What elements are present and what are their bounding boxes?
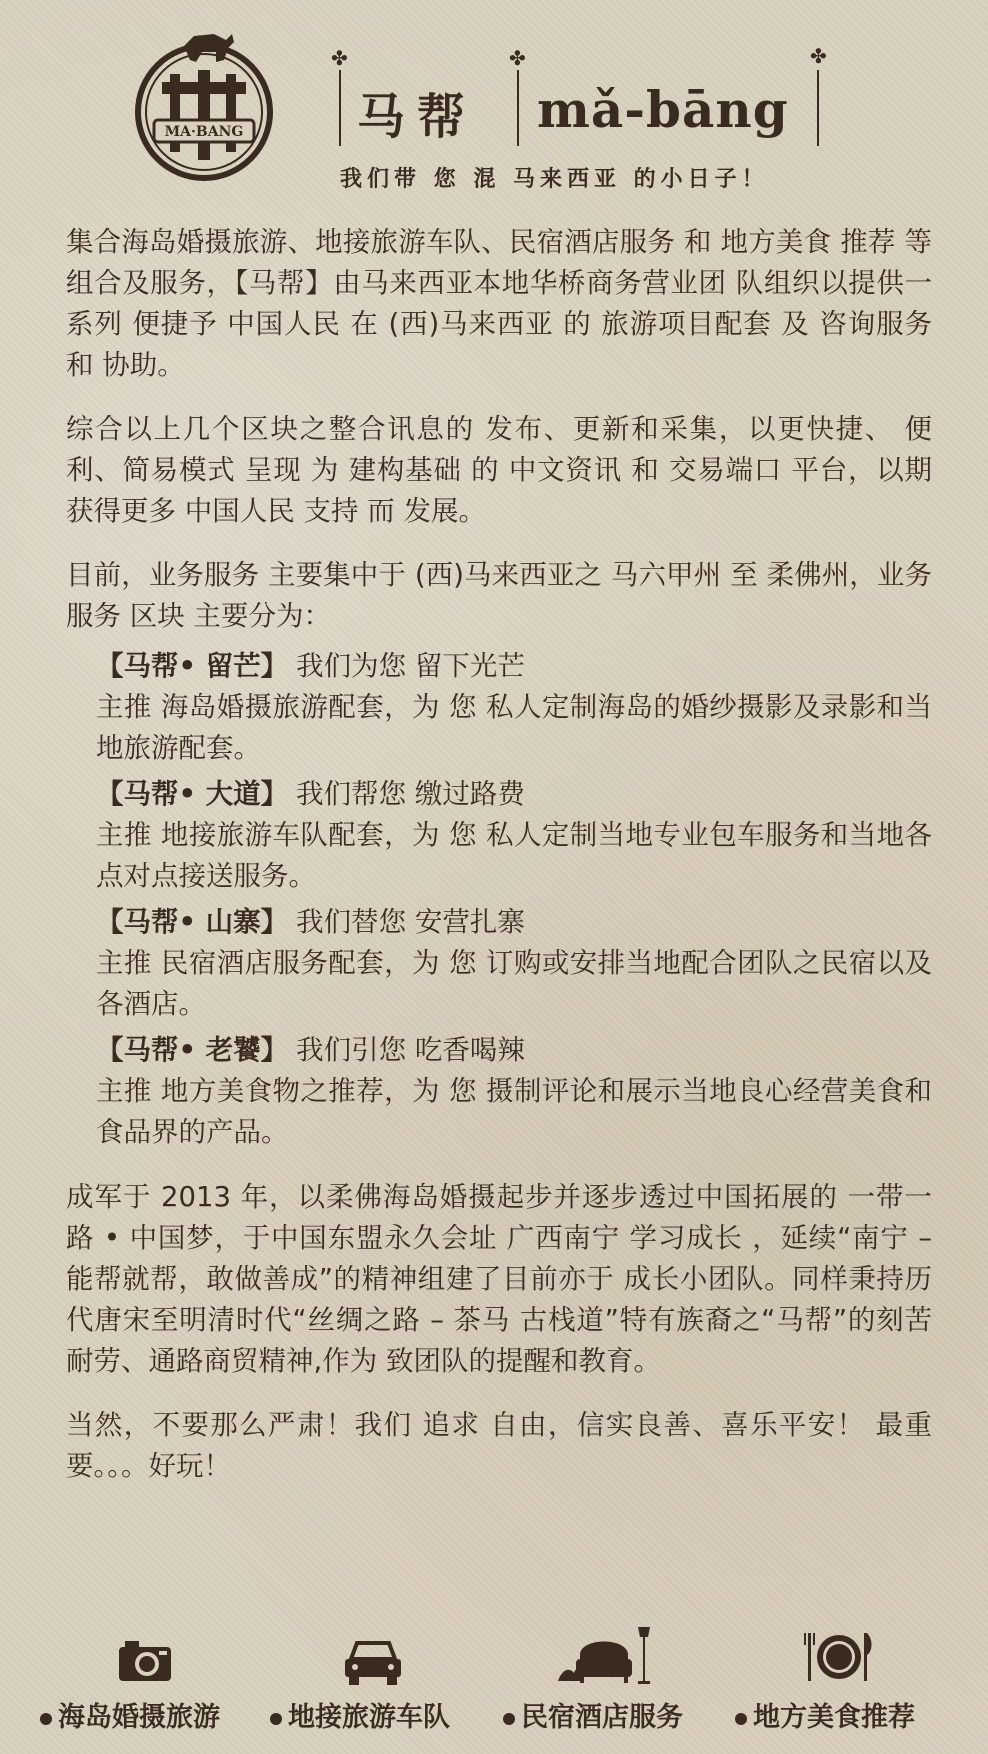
clover-icon: ✤ xyxy=(331,46,348,70)
main-content xyxy=(66,222,932,1510)
brand-name-cn: 马帮 xyxy=(357,89,478,145)
service-description: 主推 海岛婚摄旅游配套，为 您 私人定制海岛的婚纱摄影及录影和当地旅游配套。 xyxy=(96,691,932,764)
footer-item-food: 地方美食推荐 xyxy=(735,1695,915,1734)
sofa-lamp-icon xyxy=(556,1625,656,1687)
service-item xyxy=(96,902,932,1025)
service-description: 主推 民宿酒店服务配套，为 您 订购或安排当地配合团队之民宿以及各酒店。 xyxy=(96,947,932,1020)
plate-cutlery-icon xyxy=(803,1631,875,1683)
intro-paragraph: 综合以上几个区块之整合讯息的 发布、更新和采集，以更快捷、 便利、简易模式 呈现 为 建构基础 的 中文资讯 和 交易端口 平台，以期 获得更多 中国人民 支持 而 发展。 xyxy=(66,413,932,527)
slogan: 我们带 您 混 马来西亚 的小日子！ xyxy=(340,166,769,192)
footer-item-hotel: 民宿酒店服务 xyxy=(503,1695,683,1734)
intro-paragraph: 目前，业务服务 主要集中于 (西)马来西亚之 马六甲州 至 柔佛州，业务服务 区块 主要分为： xyxy=(66,559,932,632)
service-tag: 【马帮• 大道】 xyxy=(96,778,289,810)
history-paragraph: 成军于 2013 年，以柔佛海岛婚摄起步并逐步透过中国拓展的 一带一路 • 中国梦，于中国东盟永久会址 广西南宁 学习成长 ，延续“南宁 – 能帮就帮，敢做善成”的精神组建了目前亦于 成长小团队。同样秉持历代唐宋至明清时代“丝绸之路 – 茶马 古栈道”特有族裔之“马帮”的刻苦耐劳、通路商贸精神,作为 致团队的提醒和教育。 xyxy=(66,1181,932,1377)
camera-icon xyxy=(117,1637,173,1685)
service-description: 主推 地方美食物之推荐，为 您 摄制评论和展示当地良心经营美食和食品界的产品。 xyxy=(96,1075,932,1148)
mabang-logo xyxy=(124,24,284,184)
service-item xyxy=(96,1030,932,1153)
service-tagline: 我们帮您 缴过路费 xyxy=(296,778,525,810)
closing-paragraph: 当然，不要那么严肃！我们 追求 自由，信实良善、喜乐平安！ 最重要。。。好玩！ xyxy=(66,1409,932,1482)
service-description: 主推 地接旅游车队配套，为 您 私人定制当地专业包车服务和当地各点对点接送服务。 xyxy=(96,819,932,892)
service-tagline: 我们替您 安营扎寨 xyxy=(296,906,525,938)
header xyxy=(0,0,988,200)
car-icon xyxy=(341,1637,405,1687)
clover-icon: ✤ xyxy=(810,44,827,68)
intro-paragraph: 集合海岛婚摄旅游、地接旅游车队、民宿酒店服务 和 地方美食 推荐 等 组合及服务，【马帮】由马来西亚本地华桥商务营业团 队组织以提供一系列 便捷予 中国人民 在 (西)马来西亚 的 旅游项目配套 及 咨询服务 和 协助。 xyxy=(66,226,932,381)
service-tagline: 我们引您 吃香喝辣 xyxy=(296,1034,525,1066)
footer-services xyxy=(0,1615,988,1745)
service-tagline: 我们为您 留下光芒 xyxy=(296,650,525,682)
service-tag: 【马帮• 山寨】 xyxy=(96,906,289,938)
service-item xyxy=(96,646,932,769)
footer-item-wedding-travel: 海岛婚摄旅游 xyxy=(40,1695,220,1734)
clover-icon: ✤ xyxy=(509,46,526,70)
service-list xyxy=(96,646,932,1153)
brand-name-pinyin: mǎ-bāng xyxy=(537,80,789,139)
footer-item-car-fleet: 地接旅游车队 xyxy=(270,1695,450,1734)
service-item xyxy=(96,774,932,897)
service-tag: 【马帮• 老饕】 xyxy=(96,1034,289,1066)
service-tag: 【马帮• 留芒】 xyxy=(96,650,289,682)
svg-text:MA·BANG: MA·BANG xyxy=(164,124,244,140)
